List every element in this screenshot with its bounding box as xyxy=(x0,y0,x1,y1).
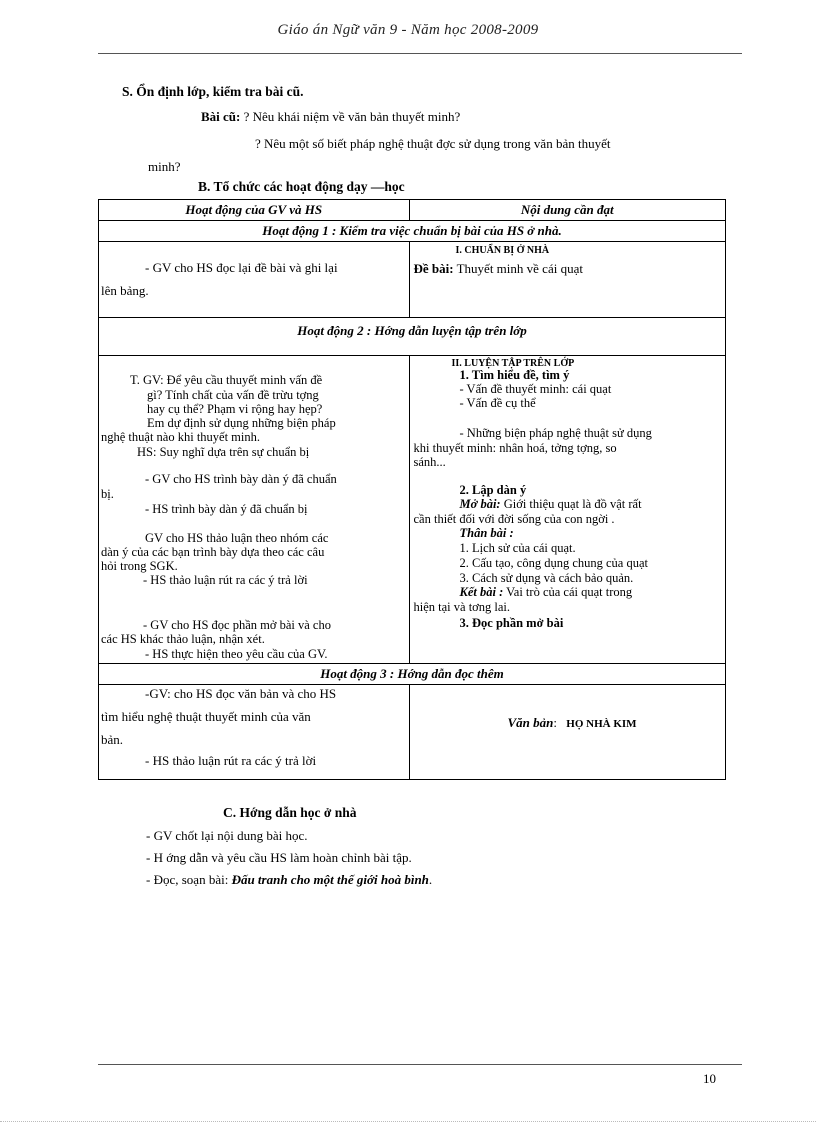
activity-1-left-line: - GV cho HS đọc lại đề bài và ghi lại xyxy=(145,260,338,275)
ket-bai-cont: hiện tại và tơng lai. xyxy=(413,600,511,614)
ket-bai-text: Vai trò của cái quạt trong xyxy=(503,585,633,599)
bien-phap-line: khi thuyết minh: nhân hoá, tởng tợng, so xyxy=(413,441,617,455)
van-ban-line xyxy=(508,715,637,731)
section-c-item-reading xyxy=(146,872,432,888)
header-rule xyxy=(98,53,742,54)
mo-bai-text: Giới thiệu quạt là đồ vật rất xyxy=(500,497,642,511)
activity-3-left-cell xyxy=(99,685,410,780)
de-bai-text: Thuyết minh về cái quạt xyxy=(456,261,583,276)
bai-cu-question-2-cont: minh? xyxy=(148,159,181,174)
mo-bai-label: Mở bài: xyxy=(459,497,501,511)
activity-2-left-line: T. GV: Để yêu cầu thuyết minh vấn đề xyxy=(130,373,323,387)
de-bai-line xyxy=(414,261,583,277)
activity-2-right-cell xyxy=(409,356,726,664)
bai-cu-question-2: ? Nêu một số biết pháp nghệ thuật đợc sử dụng trong văn bản thuyết xyxy=(255,136,611,151)
tim-hieu-title: 1. Tìm hiểu đề, tìm ý xyxy=(459,368,570,382)
activity-2-left-line: - HS trình bày dàn ý đã chuẩn bị xyxy=(145,502,308,516)
page-edge-dotted xyxy=(0,1121,816,1122)
reading-title: Đấu tranh cho một thế giới hoà bình xyxy=(231,872,429,887)
bai-cu-label: Bài cũ: xyxy=(201,109,241,124)
mo-bai-cont: cần thiết đối với đời sống của con ngời . xyxy=(413,512,615,526)
than-bai-item: 3. Cách sử dụng và cách bảo quản. xyxy=(459,571,634,585)
activity-2-left-line: - HS thảo luận rút ra các ý trả lời xyxy=(143,573,308,587)
section-c-item: - H ớng dẫn và yêu cầu HS làm hoàn chỉnh bài tập. xyxy=(146,850,412,865)
tim-hieu-item: - Vấn đề cụ thể xyxy=(459,396,536,410)
mo-bai-line xyxy=(460,497,642,512)
activity-2-left-line: nghệ thuật nào khi thuyết minh. xyxy=(101,430,261,444)
activity-3-right-cell xyxy=(409,685,726,780)
reading-prefix: - Đọc, soạn bài: xyxy=(146,872,232,887)
activity-1-left-cell xyxy=(99,242,410,318)
reading-suffix: . xyxy=(428,872,433,887)
de-bai-label: Đề bài: xyxy=(413,261,454,276)
activity-2-left-line: GV cho HS thảo luận theo nhóm các xyxy=(145,531,329,545)
activity-2-left-line: - HS thực hiện theo yêu cầu của GV. xyxy=(145,647,328,661)
activity-2-left-line: các HS khác thảo luận, nhận xét. xyxy=(101,632,265,646)
bien-phap-line: sánh... xyxy=(413,455,446,469)
activity-1-title: Hoạt động 1 : Kiểm tra việc chuẩn bị bài của HS ở nhà. xyxy=(99,221,726,242)
activity-2-left-line: gì? Tính chất của vấn đề trừu tợng xyxy=(147,388,319,402)
van-ban-colon: : xyxy=(553,715,558,730)
luyen-tap-title: II. LUYỆN TẬP TRÊN LỚP xyxy=(451,358,575,369)
activity-1-left-line: lên bảng. xyxy=(101,283,149,298)
activity-2-left-line: dàn ý của các bạn trình bày dựa theo các câu xyxy=(101,545,325,559)
col-header-activities: Hoạt động của GV và HS xyxy=(99,200,410,221)
activity-2-title-cell xyxy=(99,318,726,356)
activity-3-left-line: -GV: cho HS đọc văn bản và cho HS xyxy=(145,686,337,701)
activity-3-left-line: - HS thảo luận rút ra các ý trả lời xyxy=(145,753,317,768)
activity-2-left-line: - GV cho HS trình bày dàn ý đã chuẩn xyxy=(145,472,337,486)
activity-2-left-line: Em dự định sử dụng những biện pháp xyxy=(147,416,336,430)
activity-2-title: Hoạt động 2 : Hớng dẫn luyện tập trên lớp xyxy=(297,323,527,338)
col-header-content: Nội dung cần đạt xyxy=(409,200,726,221)
activity-2-left-line: hay cụ thể? Phạm vi rộng hay hẹp? xyxy=(147,402,323,416)
activity-2-left-cell xyxy=(99,356,410,664)
activity-1-right-cell xyxy=(409,242,726,318)
van-ban-label: Văn bản xyxy=(507,715,554,730)
page-number: 10 xyxy=(703,1071,716,1086)
activity-3-title: Hoạt động 3 : Hớng dẫn đọc thêm xyxy=(99,664,726,685)
ket-bai-line xyxy=(460,585,633,600)
van-ban-title: HỌ NHÀ KIM xyxy=(566,718,637,730)
section-c-item: - GV chốt lại nội dung bài học. xyxy=(146,828,308,843)
activity-2-left-line: hỏi trong SGK. xyxy=(101,559,178,573)
activities-table xyxy=(98,199,726,780)
doc-mo-bai-title: 3. Đọc phần mở bài xyxy=(459,616,564,630)
chuan-bi-title: I. CHUẨN BỊ Ở NHÀ xyxy=(455,245,550,256)
tim-hieu-item: - Vấn đề thuyết minh: cái quạt xyxy=(459,382,612,396)
than-bai-item: 2. Cấu tạo, công dụng chung của quạt xyxy=(459,556,648,570)
section-b-title: B. Tổ chức các hoạt động dạy —học xyxy=(198,179,405,194)
activity-3-left-line: tìm hiểu nghệ thuật thuyết minh của văn xyxy=(101,709,311,724)
section-s-title: S. Ổn định lớp, kiểm tra bài cũ. xyxy=(122,84,304,99)
section-c-title: C. Hớng dẫn học ở nhà xyxy=(223,805,357,820)
than-bai-item: 1. Lịch sử của cái quạt. xyxy=(459,541,576,555)
footer-rule xyxy=(98,1064,742,1065)
ket-bai-label: Kết bài : xyxy=(459,585,504,599)
activity-2-left-line: bị. xyxy=(101,487,114,501)
bien-phap-line: - Những biện pháp nghệ thuật sử dụng xyxy=(459,426,652,440)
bai-cu-line xyxy=(201,109,460,125)
activity-2-left-line: - GV cho HS đọc phần mở bài và cho xyxy=(143,618,331,632)
lap-dan-y-title: 2. Lập dàn ý xyxy=(459,483,527,497)
page-header-title: Giáo án Ngữ văn 9 - Năm học 2008-2009 xyxy=(277,22,539,38)
activity-3-left-line: bản. xyxy=(101,732,124,747)
activity-2-left-line: HS: Suy nghĩ dựa trên sự chuẩn bị xyxy=(137,445,310,459)
than-bai-label: Thân bài : xyxy=(459,526,514,540)
bai-cu-question-1: ? Nêu khái niệm về văn bản thuyết minh? xyxy=(243,109,461,124)
